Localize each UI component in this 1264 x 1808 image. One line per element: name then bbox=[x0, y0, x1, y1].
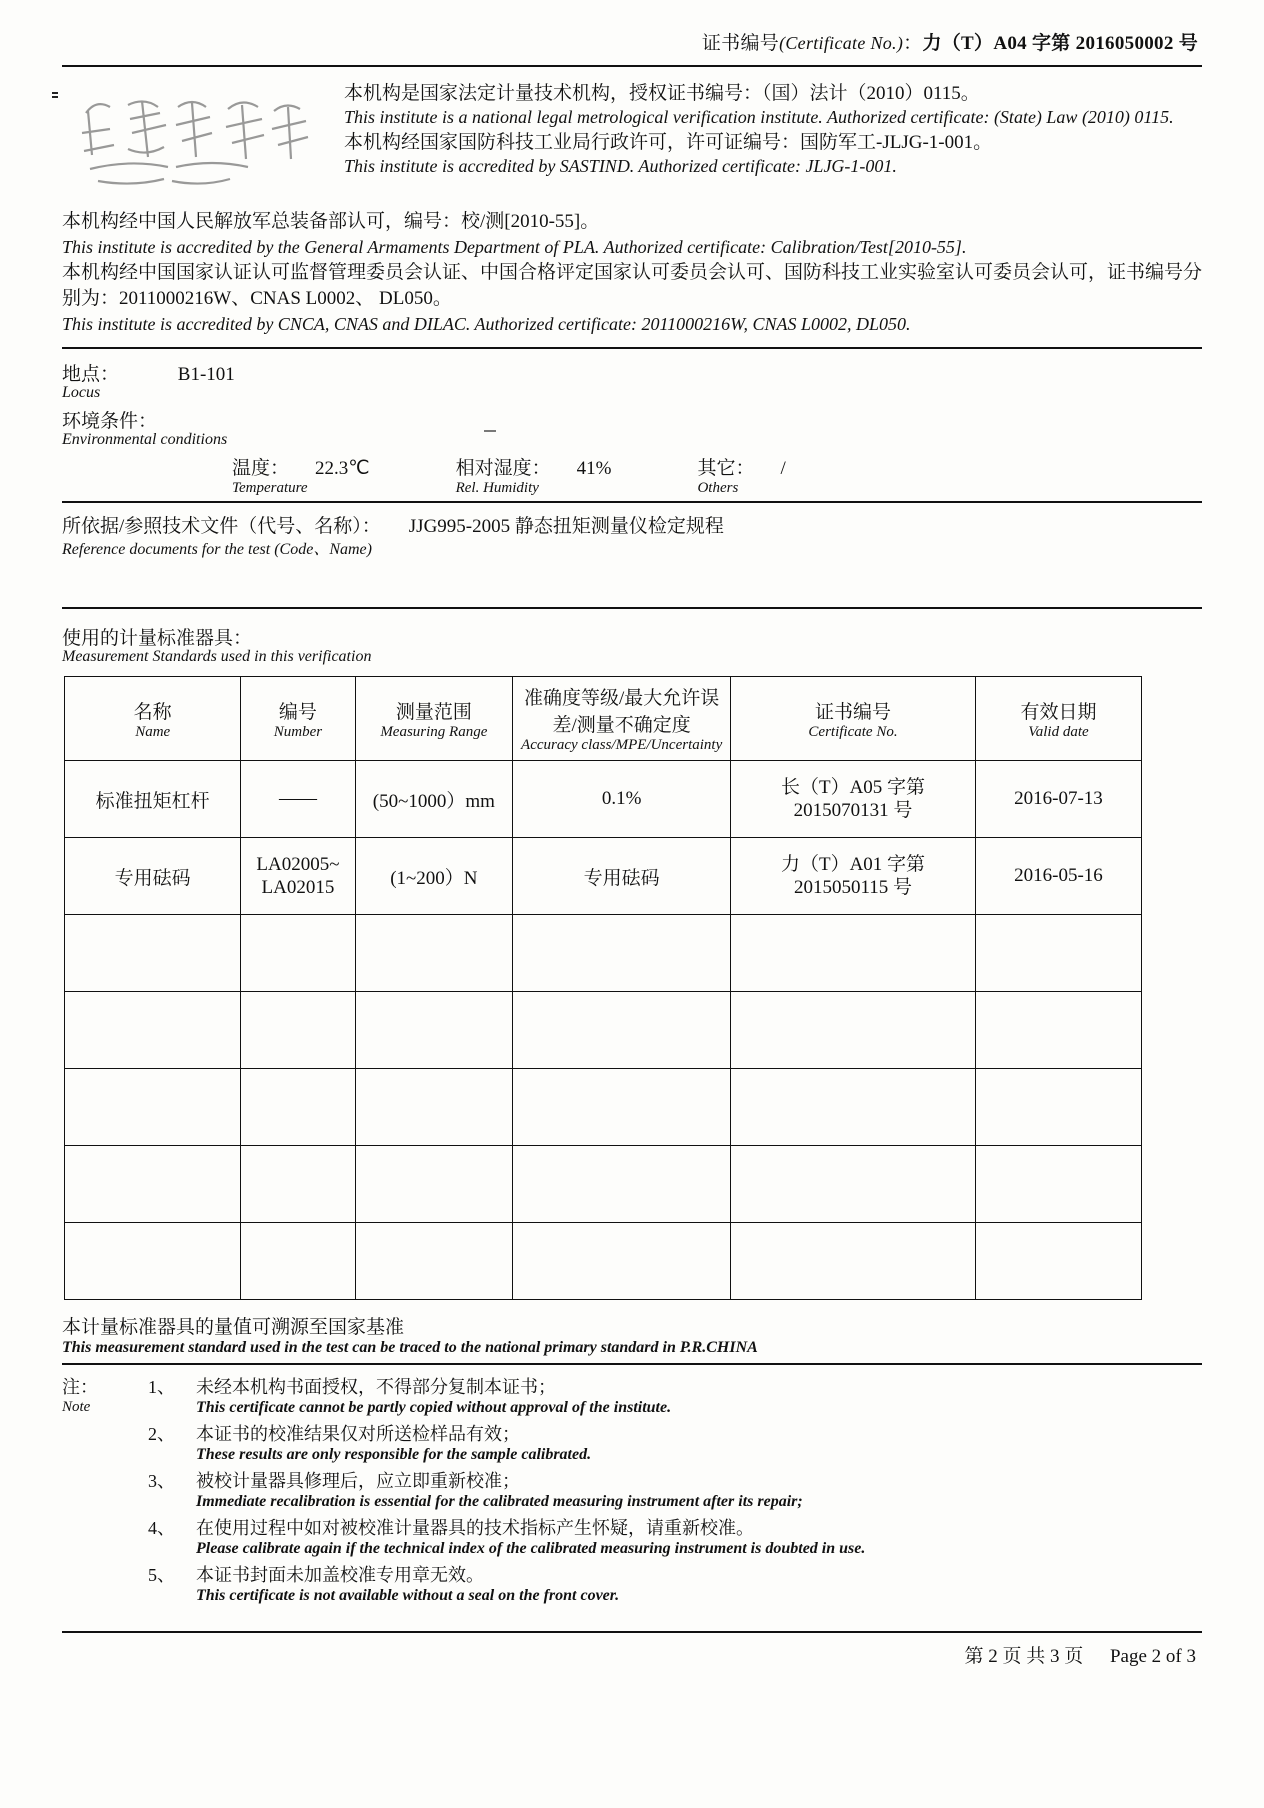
traceability-statement bbox=[62, 1312, 1202, 1357]
locus-label-en: Locus bbox=[62, 384, 101, 402]
cell-range: (50~1000）mm bbox=[355, 761, 513, 838]
edge-mark bbox=[52, 92, 58, 94]
cell-certificate bbox=[731, 1069, 976, 1146]
cell-certificate-line2: 2015070131 号 bbox=[793, 800, 913, 822]
col-range-zh: 测量范围 bbox=[395, 701, 472, 723]
notes-list bbox=[148, 1373, 1202, 1605]
reference-label-en: Reference documents for the test (Code、Name) bbox=[62, 541, 372, 559]
col-valid bbox=[975, 677, 1141, 761]
certificate-number-label-zh: 证书编号 bbox=[701, 33, 780, 54]
table-row bbox=[65, 992, 1142, 1069]
table-row bbox=[65, 915, 1142, 992]
measurement-standards-table bbox=[64, 676, 1142, 1300]
certificate-number-label-en: (Certificate No.) bbox=[779, 33, 904, 53]
temperature-label-zh: 温度： bbox=[232, 458, 290, 480]
note-item bbox=[148, 1514, 1202, 1558]
cell-name bbox=[65, 915, 241, 992]
note-body bbox=[196, 1561, 619, 1605]
institute-line4-en: This institute is accredited by CNCA, CNAS and DILAC. Authorized certificate: 2011000216W, CNAS L0002, DL050. bbox=[62, 314, 911, 335]
cell-name: 专用砝码 bbox=[65, 838, 241, 915]
col-accuracy-en: Accuracy class/MPE/Uncertainty bbox=[521, 737, 723, 754]
col-number-en: Number bbox=[273, 723, 323, 740]
traceability-en: This measurement standard used in the test can be traced to the national primary standard in P.R.CHINA bbox=[62, 1339, 758, 1357]
cell-certificate bbox=[731, 992, 976, 1069]
note-text-zh: 本证书封面未加盖校准专用章无效。 bbox=[196, 1565, 484, 1586]
section-divider-1 bbox=[62, 347, 1202, 349]
cell-valid bbox=[975, 915, 1141, 992]
footer-divider bbox=[62, 1631, 1202, 1633]
cell-accuracy bbox=[513, 992, 731, 1069]
humidity-label-en: Rel. Humidity bbox=[455, 480, 539, 497]
others-value: / bbox=[780, 458, 786, 480]
institute-line4-zh: 本机构经中国国家认证认可监督管理委员会认证、中国合格评定国家认可委员会认可、国防科技工业实验室认可委员会认可，证书编号分别为：2011000216W、CNAS L0002、 DL050。 bbox=[62, 262, 1203, 310]
temperature-value: 22.3℃ bbox=[315, 458, 370, 480]
certificate-number-separator: ： bbox=[903, 33, 923, 54]
cell-valid: 2016-07-13 bbox=[975, 761, 1141, 838]
col-name bbox=[65, 677, 241, 761]
note-body bbox=[196, 1467, 803, 1511]
note-item bbox=[148, 1373, 1202, 1417]
cell-number bbox=[241, 915, 355, 992]
note-text-en: This certificate cannot be partly copied without approval of the institute. bbox=[196, 1399, 672, 1417]
cell-certificate bbox=[731, 1223, 976, 1300]
env-label-zh-wrap bbox=[62, 406, 1202, 449]
cell-accuracy: 0.1% bbox=[513, 761, 731, 838]
edge-mark bbox=[52, 96, 58, 98]
section-divider-2 bbox=[62, 501, 1202, 503]
locus-value: B1-101 bbox=[177, 364, 235, 386]
cell-certificate bbox=[731, 838, 976, 915]
others-label-en: Others bbox=[697, 480, 739, 497]
page-number-en: Page 2 of 3 bbox=[1109, 1646, 1196, 1668]
col-name-zh: 名称 bbox=[133, 701, 172, 723]
note-text-zh: 未经本机构书面授权，不得部分复制本证书； bbox=[196, 1377, 556, 1398]
locus-label-zh: 地点： bbox=[62, 364, 120, 386]
institute-line3-zh: 本机构经中国人民解放军总装备部认可，编号：校/测[2010-55]。 bbox=[62, 211, 600, 232]
accreditation-block bbox=[62, 209, 1202, 337]
locus-section bbox=[62, 359, 1202, 497]
standards-title-en: Measurement Standards used in this verification bbox=[62, 648, 372, 666]
cell-name bbox=[65, 1223, 241, 1300]
env-temperature bbox=[232, 453, 370, 497]
humidity-value: 41% bbox=[576, 458, 612, 480]
cell-number-line1: LA02005~ bbox=[256, 853, 340, 875]
cell-number-line2: LA02015 bbox=[261, 877, 335, 899]
env-label-zh: 环境条件： bbox=[62, 411, 158, 433]
reference-documents-section bbox=[62, 511, 1202, 559]
temperature-label-en: Temperature bbox=[232, 480, 308, 497]
notes-section bbox=[62, 1373, 1202, 1605]
note-number: 2、 bbox=[148, 1424, 175, 1445]
note-item bbox=[148, 1467, 1202, 1511]
cell-name bbox=[65, 1069, 241, 1146]
cell-number bbox=[241, 1223, 355, 1300]
note-item bbox=[148, 1420, 1202, 1464]
page-number-zh: 第 2 页 共 3 页 bbox=[964, 1646, 1084, 1668]
cell-valid bbox=[975, 1069, 1141, 1146]
col-number bbox=[241, 677, 355, 761]
note-text-zh: 在使用过程中如对被校准计量器具的技术指标产生怀疑，请重新校准。 bbox=[196, 1518, 754, 1539]
table-row bbox=[65, 838, 1142, 915]
institute-line3-en: This institute is accredited by the General Armaments Department of PLA. Authorized certificate: Calibration/Test[2010-55]. bbox=[62, 237, 967, 258]
table-row bbox=[65, 1069, 1142, 1146]
humidity-label-zh: 相对湿度： bbox=[455, 458, 551, 480]
section-divider-3 bbox=[62, 607, 1202, 609]
cell-range bbox=[355, 992, 513, 1069]
cell-valid bbox=[975, 992, 1141, 1069]
col-certificate-en: Certificate No. bbox=[808, 723, 898, 740]
reference-value: JJG995-2005 静态扭矩测量仪检定规程 bbox=[408, 516, 724, 538]
cell-certificate-line1: 长（T）A05 字第 bbox=[780, 776, 926, 798]
reference-label-zh: 所依据/参照技术文件（代号、名称）： bbox=[62, 516, 381, 538]
note-text-en: Please calibrate again if the technical index of the calibrated measuring instrument is doubted in use. bbox=[196, 1540, 866, 1558]
note-number: 5、 bbox=[148, 1565, 175, 1586]
cell-number bbox=[241, 1146, 355, 1223]
env-values-row bbox=[62, 453, 1202, 497]
cell-accuracy bbox=[513, 915, 731, 992]
top-divider bbox=[62, 65, 1202, 67]
cell-range bbox=[355, 1223, 513, 1300]
note-text-zh: 本证书的校准结果仅对所送检样品有效； bbox=[196, 1424, 520, 1445]
col-valid-zh: 有效日期 bbox=[1020, 701, 1097, 723]
cell-certificate-line1: 力（T）A01 字第 bbox=[780, 853, 926, 875]
cell-certificate bbox=[731, 1146, 976, 1223]
env-label-en: Environmental conditions bbox=[62, 431, 228, 449]
col-accuracy bbox=[513, 677, 731, 761]
cell-name bbox=[65, 1146, 241, 1223]
note-text-en: Immediate recalibration is essential for the calibrated measuring instrument after its repair; bbox=[196, 1493, 803, 1511]
institute-header bbox=[62, 81, 1202, 203]
col-name-en: Name bbox=[135, 723, 171, 740]
table-header-row bbox=[65, 677, 1142, 761]
cell-accuracy: 专用砝码 bbox=[513, 838, 731, 915]
cell-certificate bbox=[731, 761, 976, 838]
cell-accuracy bbox=[513, 1223, 731, 1300]
cell-certificate bbox=[731, 915, 976, 992]
col-valid-en: Valid date bbox=[1028, 723, 1089, 740]
cell-number bbox=[241, 838, 355, 915]
env-others bbox=[697, 453, 785, 497]
note-body bbox=[196, 1514, 865, 1558]
cell-number: —— bbox=[241, 761, 355, 838]
cell-accuracy bbox=[513, 1069, 731, 1146]
table-row bbox=[65, 1223, 1142, 1300]
cell-number bbox=[241, 1069, 355, 1146]
institute-line1-en: This institute is a national legal metrological verification institute. Authorized certificate: (State) Law (2010) 0115. bbox=[344, 107, 1174, 128]
seal-stamp-icon bbox=[72, 85, 322, 195]
notes-label-zh: 注： bbox=[62, 1377, 98, 1398]
institute-line2-zh: 本机构经国家国防科技工业局行政许可，许可证编号：国防军工-JLJG-1-001。 bbox=[344, 131, 993, 153]
cell-name bbox=[65, 992, 241, 1069]
notes-label-en: Note bbox=[62, 1399, 91, 1416]
note-body bbox=[196, 1373, 671, 1417]
env-humidity bbox=[456, 453, 612, 497]
note-body bbox=[196, 1420, 591, 1464]
note-number: 4、 bbox=[148, 1518, 175, 1539]
others-label-zh: 其它： bbox=[697, 458, 755, 480]
cell-accuracy bbox=[513, 1146, 731, 1223]
note-item bbox=[148, 1561, 1202, 1605]
document-content bbox=[62, 28, 1202, 1668]
cell-range bbox=[355, 915, 513, 992]
cell-range bbox=[355, 1146, 513, 1223]
notes-label bbox=[62, 1373, 148, 1416]
col-range bbox=[355, 677, 513, 761]
cell-name: 标准扭矩杠杆 bbox=[65, 761, 241, 838]
table-row bbox=[65, 761, 1142, 838]
certificate-number-line bbox=[62, 28, 1202, 55]
standards-title-zh: 使用的计量标准器具： bbox=[62, 628, 253, 650]
cell-range: (1~200）N bbox=[355, 838, 513, 915]
col-number-zh: 编号 bbox=[278, 701, 317, 723]
cell-number bbox=[241, 992, 355, 1069]
cell-valid: 2016-05-16 bbox=[975, 838, 1141, 915]
table-row bbox=[65, 1146, 1142, 1223]
institute-header-text bbox=[344, 81, 1202, 179]
page-footer bbox=[62, 1641, 1202, 1668]
traceability-zh: 本计量标准器具的量值可溯源至国家基准 bbox=[62, 1317, 405, 1339]
institute-line1-zh: 本机构是国家法定计量技术机构，授权证书编号：（国）法计（2010）0115。 bbox=[344, 83, 980, 104]
col-accuracy-zh: 准确度等级/最大允许误差/测量不确定度 bbox=[524, 688, 720, 737]
note-text-zh: 被校计量器具修理后，应立即重新校准； bbox=[196, 1471, 520, 1492]
note-text-en: These results are only responsible for the sample calibrated. bbox=[196, 1446, 592, 1464]
cell-valid bbox=[975, 1223, 1141, 1300]
col-range-en: Measuring Range bbox=[380, 723, 488, 740]
certificate-number-value: 力（T）A04 字第 2016050002 号 bbox=[922, 33, 1198, 54]
col-certificate bbox=[731, 677, 976, 761]
note-number: 3、 bbox=[148, 1471, 175, 1492]
cell-certificate-line2: 2015050115 号 bbox=[793, 877, 913, 899]
cell-range bbox=[355, 1069, 513, 1146]
institute-line2-en: This institute is accredited by SASTIND. Authorized certificate: JLJG-1-001. bbox=[344, 155, 897, 176]
col-certificate-zh: 证书编号 bbox=[815, 701, 892, 723]
note-text-en: This certificate is not available without a seal on the front cover. bbox=[196, 1587, 620, 1605]
cell-valid bbox=[975, 1146, 1141, 1223]
standards-title bbox=[62, 623, 1202, 666]
section-divider-4 bbox=[62, 1363, 1202, 1365]
note-number: 1、 bbox=[148, 1377, 175, 1398]
